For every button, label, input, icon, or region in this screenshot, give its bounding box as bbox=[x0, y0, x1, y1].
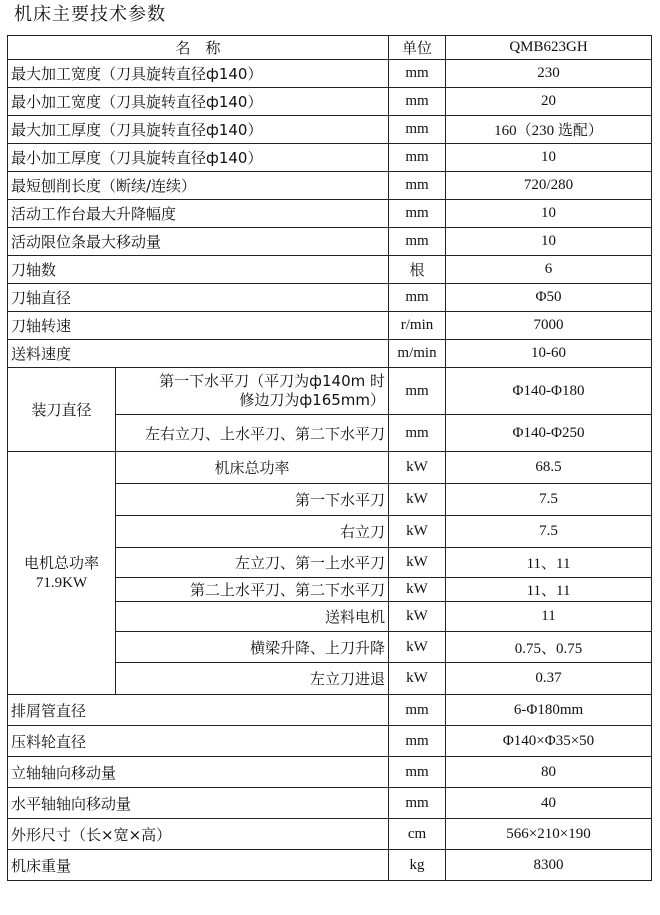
row-value: 160（230 选配） bbox=[446, 116, 652, 144]
table-row bbox=[8, 312, 652, 340]
row-name: 刀轴数 bbox=[8, 256, 389, 284]
row-unit: mm bbox=[389, 757, 446, 788]
row-unit: mm bbox=[389, 200, 446, 228]
row-unit: 根 bbox=[389, 256, 446, 284]
row-name: 最大加工宽度（刀具旋转直径ф140） bbox=[8, 60, 389, 88]
row-unit: kg bbox=[389, 850, 446, 881]
tool-row-name-line2: 修边刀为ф165mm） bbox=[239, 391, 386, 409]
row-unit: mm bbox=[389, 144, 446, 172]
power-total-name: 机床总功率 bbox=[116, 452, 389, 484]
row-unit: kW bbox=[389, 548, 446, 578]
table-row bbox=[8, 819, 652, 850]
row-unit: mm bbox=[389, 415, 446, 452]
row-unit: kW bbox=[389, 602, 446, 632]
tool-group-row bbox=[8, 368, 652, 415]
row-name: 立轴轴向移动量 bbox=[8, 757, 389, 788]
row-value: 0.37 bbox=[446, 663, 652, 695]
row-value: 10 bbox=[446, 200, 652, 228]
row-value: 0.75、0.75 bbox=[446, 632, 652, 663]
table-row bbox=[8, 200, 652, 228]
row-value: 10-60 bbox=[446, 340, 652, 368]
row-unit: kW bbox=[389, 484, 446, 516]
row-unit: mm bbox=[389, 788, 446, 819]
row-name: 送料速度 bbox=[8, 340, 389, 368]
page-title: 机床主要技术参数 bbox=[14, 4, 166, 25]
power-row-name: 送料电机 bbox=[116, 602, 389, 632]
table-row bbox=[8, 788, 652, 819]
row-name: 最小加工厚度（刀具旋转直径ф140） bbox=[8, 144, 389, 172]
row-name: 刀轴直径 bbox=[8, 284, 389, 312]
table-row bbox=[8, 60, 652, 88]
table-header-row bbox=[8, 36, 652, 60]
tool-row-name bbox=[116, 368, 389, 415]
table-row bbox=[8, 757, 652, 788]
spec-table bbox=[7, 35, 652, 881]
row-value: Φ50 bbox=[446, 284, 652, 312]
row-value: 566×210×190 bbox=[446, 819, 652, 850]
row-unit: cm bbox=[389, 819, 446, 850]
table-row bbox=[8, 256, 652, 284]
table-row bbox=[8, 850, 652, 881]
row-value: 6 bbox=[446, 256, 652, 284]
power-group-label-line2: 71.9KW bbox=[35, 575, 88, 591]
row-value: 6-Φ180mm bbox=[446, 695, 652, 726]
row-value: Φ140-Φ250 bbox=[446, 415, 652, 452]
row-value: 20 bbox=[446, 88, 652, 116]
row-value: 10 bbox=[446, 228, 652, 256]
row-value: 11、11 bbox=[446, 548, 652, 578]
row-unit: mm bbox=[389, 228, 446, 256]
row-value: 8300 bbox=[446, 850, 652, 881]
row-value: 7.5 bbox=[446, 484, 652, 516]
table-row bbox=[8, 340, 652, 368]
power-row-name: 左立刀、第一上水平刀 bbox=[116, 548, 389, 578]
row-unit: mm bbox=[389, 726, 446, 757]
row-value: Φ140×Φ35×50 bbox=[446, 726, 652, 757]
row-name: 水平轴轴向移动量 bbox=[8, 788, 389, 819]
table-row bbox=[8, 116, 652, 144]
header-name: 名 称 bbox=[8, 36, 389, 60]
power-row-name: 第一下水平刀 bbox=[116, 484, 389, 516]
row-name: 活动限位条最大移动量 bbox=[8, 228, 389, 256]
row-value: 7000 bbox=[446, 312, 652, 340]
row-unit: m/min bbox=[389, 340, 446, 368]
row-value: 40 bbox=[446, 788, 652, 819]
row-name: 外形尺寸（长×宽×高） bbox=[8, 819, 389, 850]
power-row-name: 横梁升降、上刀升降 bbox=[116, 632, 389, 663]
table-row bbox=[8, 695, 652, 726]
row-unit: mm bbox=[389, 368, 446, 415]
tool-row-name: 左右立刀、上水平刀、第二下水平刀 bbox=[116, 415, 389, 452]
table-row bbox=[8, 88, 652, 116]
row-name: 活动工作台最大升降幅度 bbox=[8, 200, 389, 228]
row-name: 刀轴转速 bbox=[8, 312, 389, 340]
row-unit: r/min bbox=[389, 312, 446, 340]
power-group-row bbox=[8, 452, 652, 484]
row-value: 720/280 bbox=[446, 172, 652, 200]
table-row bbox=[8, 144, 652, 172]
tool-group-label: 装刀直径 bbox=[8, 368, 116, 452]
row-name: 压料轮直径 bbox=[8, 726, 389, 757]
row-value: Φ140-Φ180 bbox=[446, 368, 652, 415]
row-unit: kW bbox=[389, 578, 446, 602]
power-group-label-line1: 电机总功率 bbox=[23, 554, 99, 572]
row-name: 最大加工厚度（刀具旋转直径ф140） bbox=[8, 116, 389, 144]
row-value: 230 bbox=[446, 60, 652, 88]
power-row-name: 右立刀 bbox=[116, 516, 389, 548]
row-name: 机床重量 bbox=[8, 850, 389, 881]
row-value: 68.5 bbox=[446, 452, 652, 484]
table-row bbox=[8, 726, 652, 757]
power-row-name: 左立刀进退 bbox=[116, 663, 389, 695]
row-unit: kW bbox=[389, 632, 446, 663]
row-unit: kW bbox=[389, 663, 446, 695]
row-name: 排屑管直径 bbox=[8, 695, 389, 726]
row-name: 最小加工宽度（刀具旋转直径ф140） bbox=[8, 88, 389, 116]
row-unit: mm bbox=[389, 88, 446, 116]
row-name: 最短刨削长度（断续/连续） bbox=[8, 172, 389, 200]
table-row bbox=[8, 284, 652, 312]
row-unit: mm bbox=[389, 695, 446, 726]
row-value: 11、11 bbox=[446, 578, 652, 602]
power-group-label bbox=[8, 452, 116, 695]
row-value: 11 bbox=[446, 602, 652, 632]
header-model: QMB623GH bbox=[446, 36, 652, 60]
row-unit: mm bbox=[389, 284, 446, 312]
row-value: 7.5 bbox=[446, 516, 652, 548]
row-unit: kW bbox=[389, 516, 446, 548]
power-row-name: 第二上水平刀、第二下水平刀 bbox=[116, 578, 389, 602]
row-unit: kW bbox=[389, 452, 446, 484]
row-value: 10 bbox=[446, 144, 652, 172]
row-unit: mm bbox=[389, 172, 446, 200]
row-unit: mm bbox=[389, 116, 446, 144]
row-unit: mm bbox=[389, 60, 446, 88]
tool-row-name-line1: 第一下水平刀（平刀为ф140m 时 bbox=[159, 372, 386, 390]
header-unit: 单位 bbox=[389, 36, 446, 60]
row-value: 80 bbox=[446, 757, 652, 788]
table-row bbox=[8, 172, 652, 200]
table-row bbox=[8, 228, 652, 256]
